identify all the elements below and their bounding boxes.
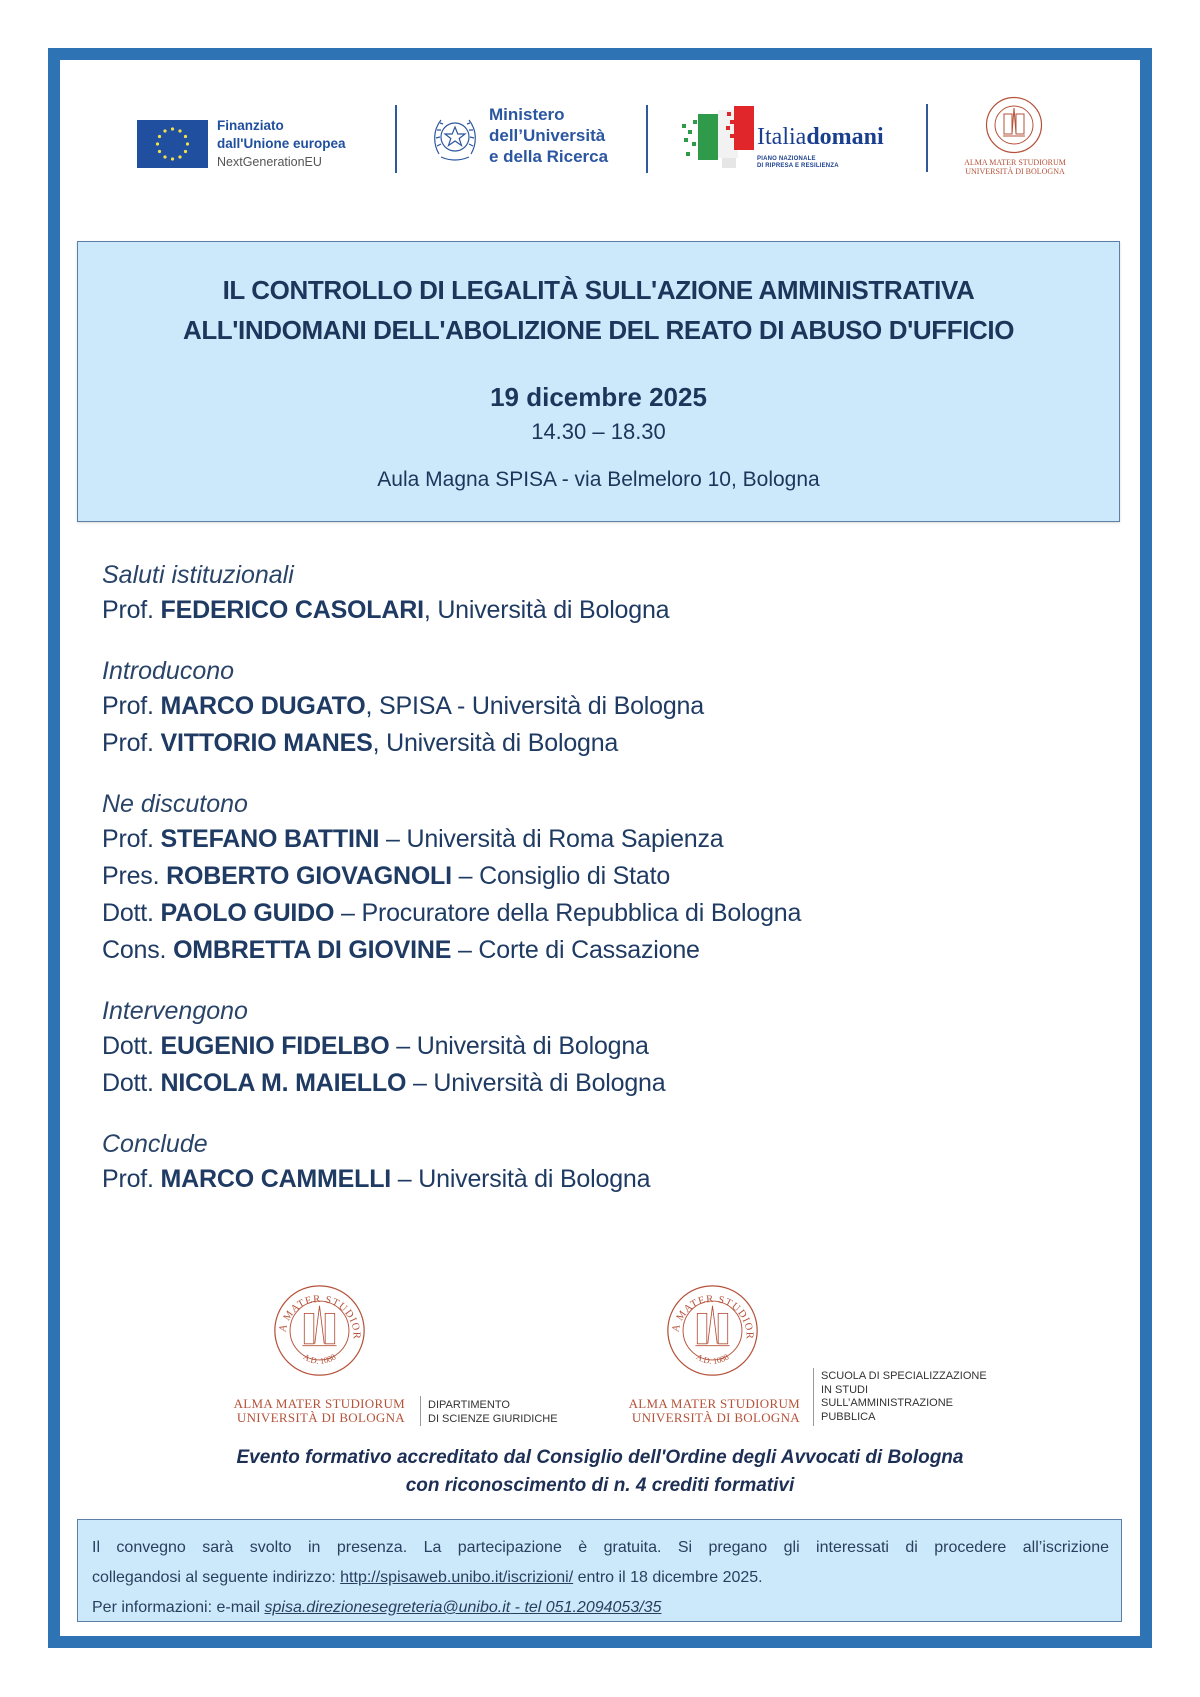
speaker-row <box>102 821 1062 858</box>
speaker-affiliation: – Università di Bologna <box>389 1032 649 1060</box>
unibo-wordmark-top <box>960 158 1070 176</box>
info-line2-suffix: entro il 18 dicembre 2025. <box>573 1569 763 1586</box>
info-line2-prefix: collegandosi al seguente indirizzo: <box>92 1569 341 1586</box>
event-location: Aula Magna SPISA - via Belmeloro 10, Bologna <box>377 468 820 491</box>
school-label <box>821 1370 987 1424</box>
speaker-row <box>102 895 1062 932</box>
info-line2 <box>92 1563 1109 1593</box>
speaker-name: VITTORIO MANES <box>160 729 373 757</box>
speaker-name: EUGENIO FIDELBO <box>160 1032 390 1060</box>
logo-divider <box>926 104 928 172</box>
program-section <box>102 1127 1062 1198</box>
school-line: IN STUDI <box>821 1383 869 1396</box>
phone-number: - tel 051.2094053/35 <box>510 1599 662 1616</box>
speaker-title: Dott. <box>102 1069 154 1097</box>
speaker-affiliation: , Università di Bologna <box>372 729 619 757</box>
svg-text:ALMA MATER STUDIORUM <box>272 1283 362 1340</box>
speaker-title: Pres. <box>102 862 160 890</box>
event-title-line2: ALL'INDOMANI DELL'ABOLIZIONE DEL REATO DI ABUSO D'UFFICIO <box>182 315 1015 345</box>
italiadomani-flag-icon <box>682 106 754 168</box>
eu-flag-icon <box>137 120 208 168</box>
eu-funding-line2: dall'Unione europea <box>217 136 346 151</box>
program <box>102 558 1062 1223</box>
program-section-label: Ne discutono <box>102 790 248 818</box>
unibo-wordmark-line2: UNIVERSITÀ DI BOLOGNA <box>631 1410 800 1425</box>
eu-funding-label <box>217 117 345 171</box>
speaker-affiliation: , Università di Bologna <box>423 596 670 624</box>
logo-divider <box>395 105 397 173</box>
accreditation-line1: Evento formativo accreditato dal Consiglio dell'Ordine degli Avvocati di Bologna <box>236 1447 964 1468</box>
unibo-wordmark-left <box>215 1397 405 1425</box>
speaker-row <box>102 725 1062 762</box>
svg-text:ALMA MATER STUDIORUM <box>665 1283 755 1340</box>
organizer-divider <box>813 1368 814 1426</box>
registration-info-box <box>77 1519 1122 1622</box>
italiadomani-subtitle <box>757 156 839 169</box>
organizer-divider <box>420 1396 421 1426</box>
unibo-wordmark-line1: ALMA MATER STUDIORUM <box>628 1396 800 1411</box>
speaker-title: Cons. <box>102 936 167 964</box>
event-date: 19 dicembre 2025 <box>490 382 707 412</box>
unibo-wordmark-line1: ALMA MATER STUDIORUM <box>233 1396 405 1411</box>
department-line: DIPARTIMENTO <box>428 1399 510 1411</box>
school-line: PUBBLICA <box>821 1410 876 1423</box>
speaker-affiliation: – Corte di Cassazione <box>451 936 700 964</box>
program-section-label: Conclude <box>102 1130 208 1158</box>
italian-republic-emblem-icon <box>431 110 479 165</box>
ministry-line2: dell’Università <box>489 126 606 145</box>
unibo-wordmark-line1: ALMA MATER STUDIORUM <box>964 158 1066 167</box>
speaker-affiliation: – Consiglio di Stato <box>451 862 671 890</box>
program-section-label: Introducono <box>102 657 235 685</box>
italiadomani-word-domani: domani <box>806 124 884 150</box>
speaker-title: Dott. <box>102 1032 154 1060</box>
accreditation-line2: con riconoscimento di n. 4 crediti formativi <box>405 1475 795 1496</box>
ministry-label <box>489 104 608 167</box>
speaker-title: Prof. <box>102 729 154 757</box>
info-line3-prefix: Per informazioni: e-mail <box>92 1599 265 1616</box>
italiadomani-sub1: PIANO NAZIONALE <box>757 156 816 162</box>
ministry-line3: e della Ricerca <box>489 147 609 166</box>
speaker-name: MARCO CAMMELLI <box>160 1165 392 1193</box>
school-line: SULL’AMMINISTRAZIONE <box>821 1397 954 1409</box>
program-section <box>102 558 1062 629</box>
speaker-title: Prof. <box>102 825 154 853</box>
unibo-seal-icon <box>665 1283 760 1378</box>
seal-year-text: A.D. 1088 <box>694 1351 731 1366</box>
program-section-label: Intervengono <box>102 997 248 1025</box>
school-line: SCUOLA DI SPECIALIZZAZIONE <box>821 1370 987 1382</box>
email-link[interactable]: spisa.direzionesegreteria@unibo.it <box>264 1599 511 1616</box>
svg-text:A.D. 1088 <box>302 1351 338 1365</box>
unibo-wordmark-right <box>610 1397 800 1425</box>
event-time: 14.30 – 18.30 <box>531 419 666 444</box>
speaker-name: STEFANO BATTINI <box>160 825 380 853</box>
speaker-row <box>102 858 1062 895</box>
speaker-title: Prof. <box>102 1165 154 1193</box>
info-line3 <box>92 1593 1109 1623</box>
speaker-name: ROBERTO GIOVAGNOLI <box>166 862 452 890</box>
speaker-affiliation: – Università di Bologna <box>406 1069 666 1097</box>
speaker-name: FEDERICO CASOLARI <box>160 596 424 624</box>
speaker-title: Prof. <box>102 692 154 720</box>
speaker-name: PAOLO GUIDO <box>160 899 335 927</box>
registration-link[interactable]: http://spisaweb.unibo.it/iscrizioni/ <box>340 1569 574 1586</box>
speaker-affiliation: – Università di Roma Sapienza <box>379 825 724 853</box>
program-section <box>102 787 1062 969</box>
speaker-title: Dott. <box>102 899 154 927</box>
ministry-line1: Ministero <box>489 105 565 124</box>
speaker-row <box>102 1028 1062 1065</box>
eu-funding-line3: NextGenerationEU <box>217 155 322 169</box>
department-label <box>428 1399 558 1426</box>
italiadomani-word-italia: Italia <box>757 124 807 150</box>
seal-ring-text: A MATER STUDIOR <box>277 1293 362 1340</box>
program-section <box>102 994 1062 1102</box>
accreditation-note <box>60 1444 1140 1500</box>
speaker-affiliation: , SPISA - Università di Bologna <box>365 692 704 720</box>
unibo-seal-icon <box>985 96 1043 154</box>
speaker-name: OMBRETTA DI GIOVINE <box>173 936 452 964</box>
seal-year-text: A.D. 1088 <box>301 1351 338 1366</box>
unibo-wordmark-line2: UNIVERSITÀ DI BOLOGNA <box>965 167 1065 176</box>
speaker-row <box>102 688 1062 725</box>
event-title-line1: IL CONTROLLO DI LEGALITÀ SULL'AZIONE AMMINISTRATIVA <box>222 275 975 305</box>
program-section-label: Saluti istituzionali <box>102 561 294 589</box>
logo-divider <box>646 105 648 173</box>
program-section <box>102 654 1062 762</box>
speaker-affiliation: – Procuratore della Repubblica di Bologna <box>334 899 802 927</box>
speaker-name: MARCO DUGATO <box>160 692 366 720</box>
italiadomani-wordmark <box>757 124 884 151</box>
unibo-seal-icon <box>272 1283 367 1378</box>
speaker-affiliation: – Università di Bologna <box>391 1165 651 1193</box>
speaker-row <box>102 932 1062 969</box>
speaker-name: NICOLA M. MAIELLO <box>160 1069 407 1097</box>
speaker-row <box>102 592 1062 629</box>
italiadomani-sub2: DI RIPRESA E RESILIENZA <box>757 162 839 169</box>
info-line1: Il convegno sarà svolto in presenza. La partecipazione è gratuita. Si pregano gli interessati di procedere all’iscrizione <box>92 1539 1109 1556</box>
svg-text:A.D. 1088 <box>695 1351 731 1365</box>
eu-funding-line1: Finanziato <box>217 118 284 133</box>
seal-ring-text: A MATER STUDIOR <box>670 1293 755 1340</box>
department-line: DI SCIENZE GIURIDICHE <box>428 1412 558 1425</box>
speaker-row <box>102 1065 1062 1102</box>
speaker-title: Prof. <box>102 596 154 624</box>
speaker-row <box>102 1161 1062 1198</box>
event-title-box <box>77 241 1120 522</box>
unibo-wordmark-line2: UNIVERSITÀ DI BOLOGNA <box>236 1410 405 1425</box>
